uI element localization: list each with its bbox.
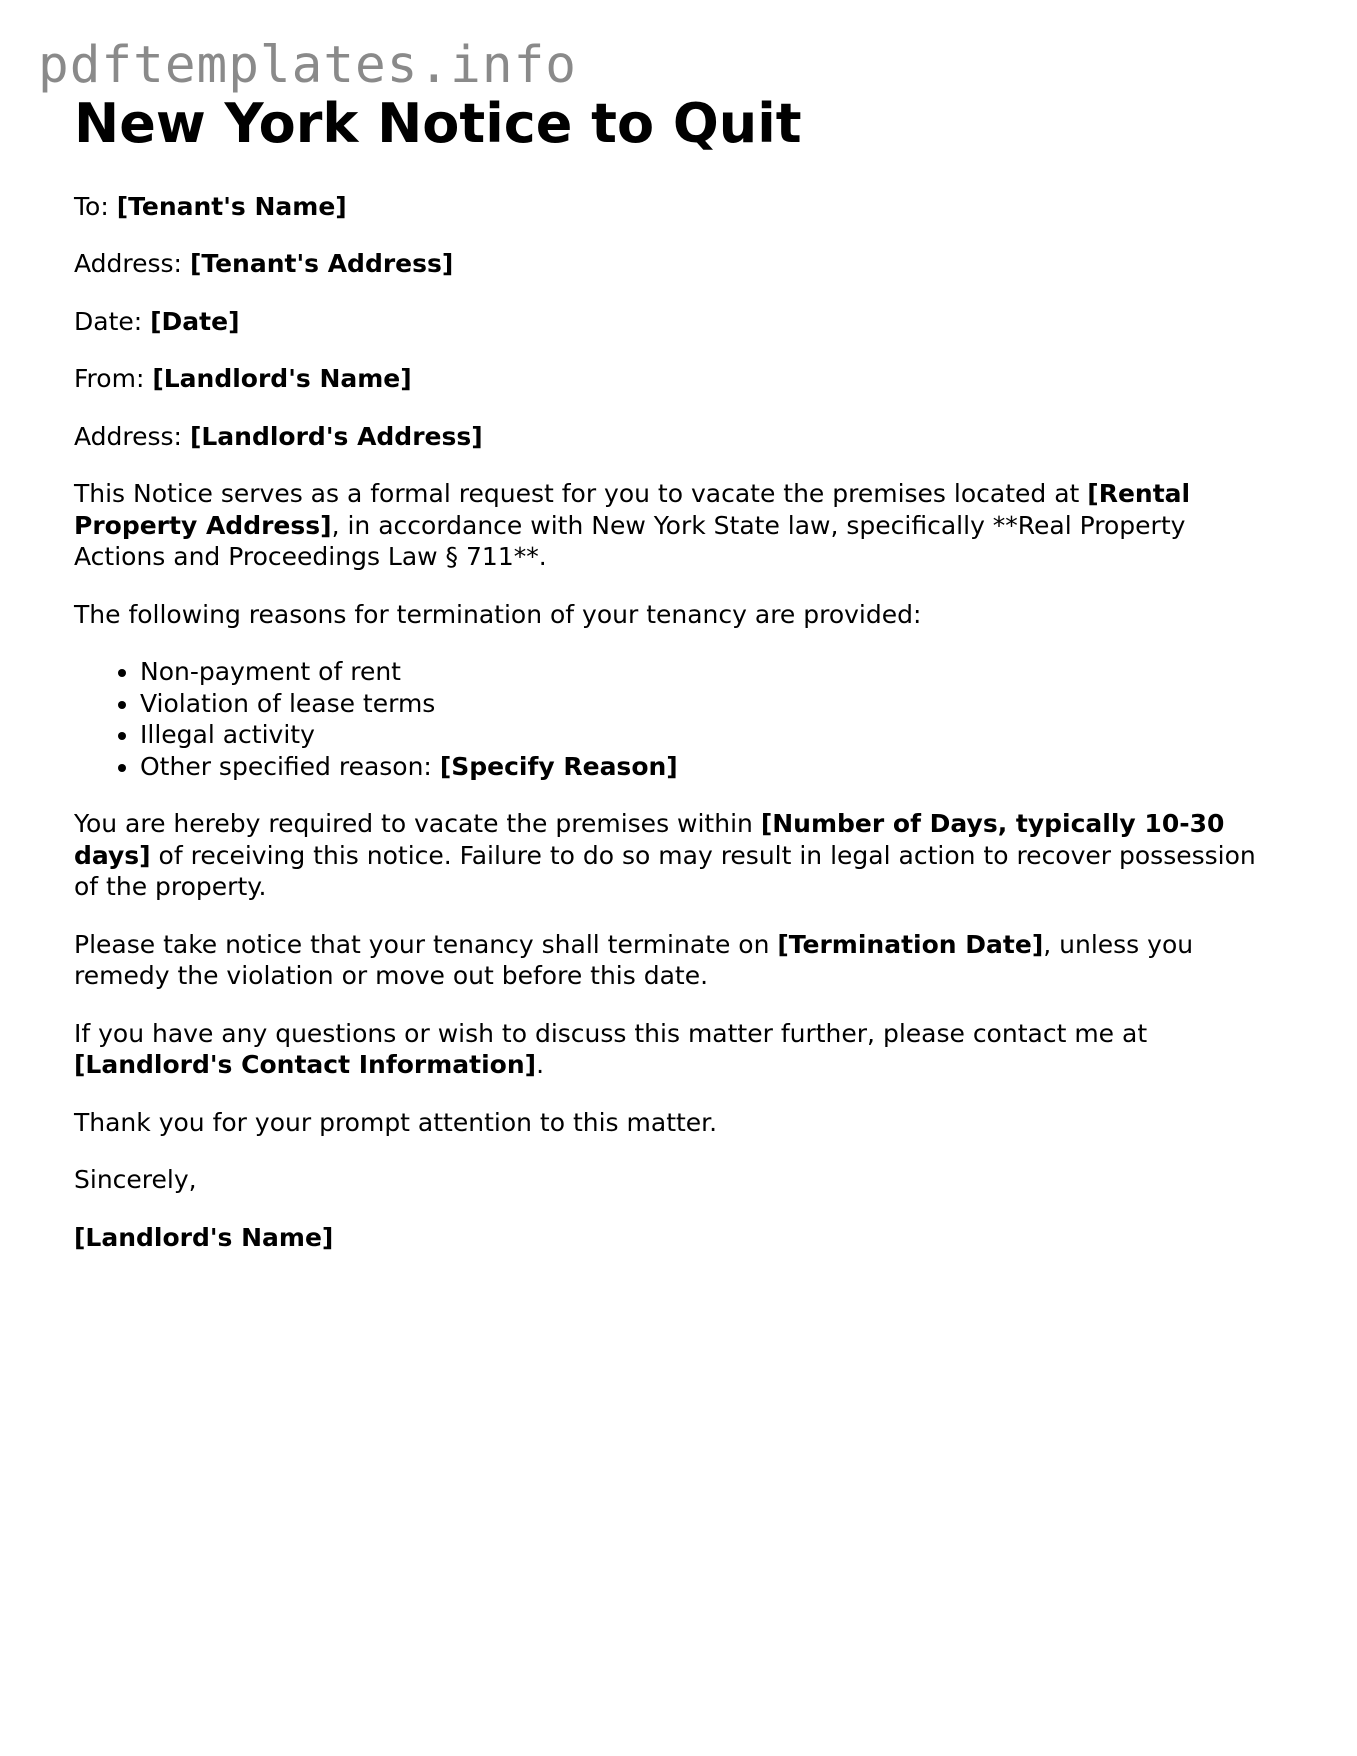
tenant-name: [Tenant's Name] [116, 191, 347, 221]
signature-line [74, 1222, 1284, 1254]
landlord-address: [Landlord's Address] [189, 421, 483, 451]
landlord-address-label: Address: [74, 421, 190, 451]
date-label: Date: [74, 306, 151, 336]
landlord-address-line [74, 421, 1284, 453]
rental-property-address: [Rental Property Address] [74, 479, 1191, 540]
landlord-name: [Landlord's Name] [152, 364, 412, 394]
vacate-rest: of receiving this notice. Failure to do so may result in legal action to recover possession of the property. [74, 840, 1256, 902]
closing-line: Sincerely, [74, 1165, 197, 1195]
number-of-days: [Number of Days, typically 10-30 days] [74, 809, 1225, 870]
other-reason-value: [Specify Reason] [439, 751, 678, 781]
from-label: From: [74, 364, 153, 394]
watermark: pdftemplates.info [38, 36, 577, 95]
contact-rest: . [536, 1050, 545, 1080]
termination-date: [Termination Date] [777, 929, 1044, 959]
notice-intro: This Notice serves as a formal request for you to vacate the premises located at [74, 479, 1088, 509]
list-item: • Violation of lease terms [140, 688, 1284, 720]
list-item [140, 751, 1284, 783]
to-label: To: [74, 191, 117, 221]
date-line [74, 306, 1284, 338]
from-line [74, 363, 1284, 395]
tenant-address: [Tenant's Address] [189, 249, 454, 279]
signature-name: [Landlord's Name] [74, 1222, 334, 1252]
contact-paragraph [74, 1018, 1284, 1081]
date-value: [Date] [150, 306, 240, 336]
contact-intro: If you have any questions or wish to discuss this matter further, please contact me at [74, 1018, 1148, 1048]
list-item: • Non-payment of rent [140, 656, 1284, 688]
list-item: • Illegal activity [140, 719, 1284, 751]
notice-rest: , in accordance with New York State law, specifically **Real Property Actions and Proceedings Law § 711**. [74, 510, 1186, 572]
thanks-line: Thank you for your prompt attention to this matter. [74, 1107, 718, 1137]
notice-paragraph [74, 478, 1284, 573]
vacate-intro: You are hereby required to vacate the premises within [74, 809, 761, 839]
termination-intro: Please take notice that your tenancy shall terminate on [74, 929, 778, 959]
termination-paragraph [74, 929, 1284, 992]
tenant-address-label: Address: [74, 249, 190, 279]
termination-rest: , unless you remedy the violation or move out before this date. [74, 929, 1194, 991]
reasons-intro: The following reasons for termination of your tenancy are provided: [74, 599, 922, 629]
document-page [74, 92, 1284, 1279]
notice-body [74, 191, 1284, 1254]
page-title: New York Notice to Quit [74, 92, 802, 155]
to-line [74, 191, 1284, 223]
reasons-list [74, 656, 1284, 782]
landlord-contact-info: [Landlord's Contact Information] [74, 1050, 537, 1080]
tenant-address-line [74, 248, 1284, 280]
vacate-paragraph [74, 808, 1284, 903]
other-reason-label: Other specified reason: [140, 751, 440, 781]
